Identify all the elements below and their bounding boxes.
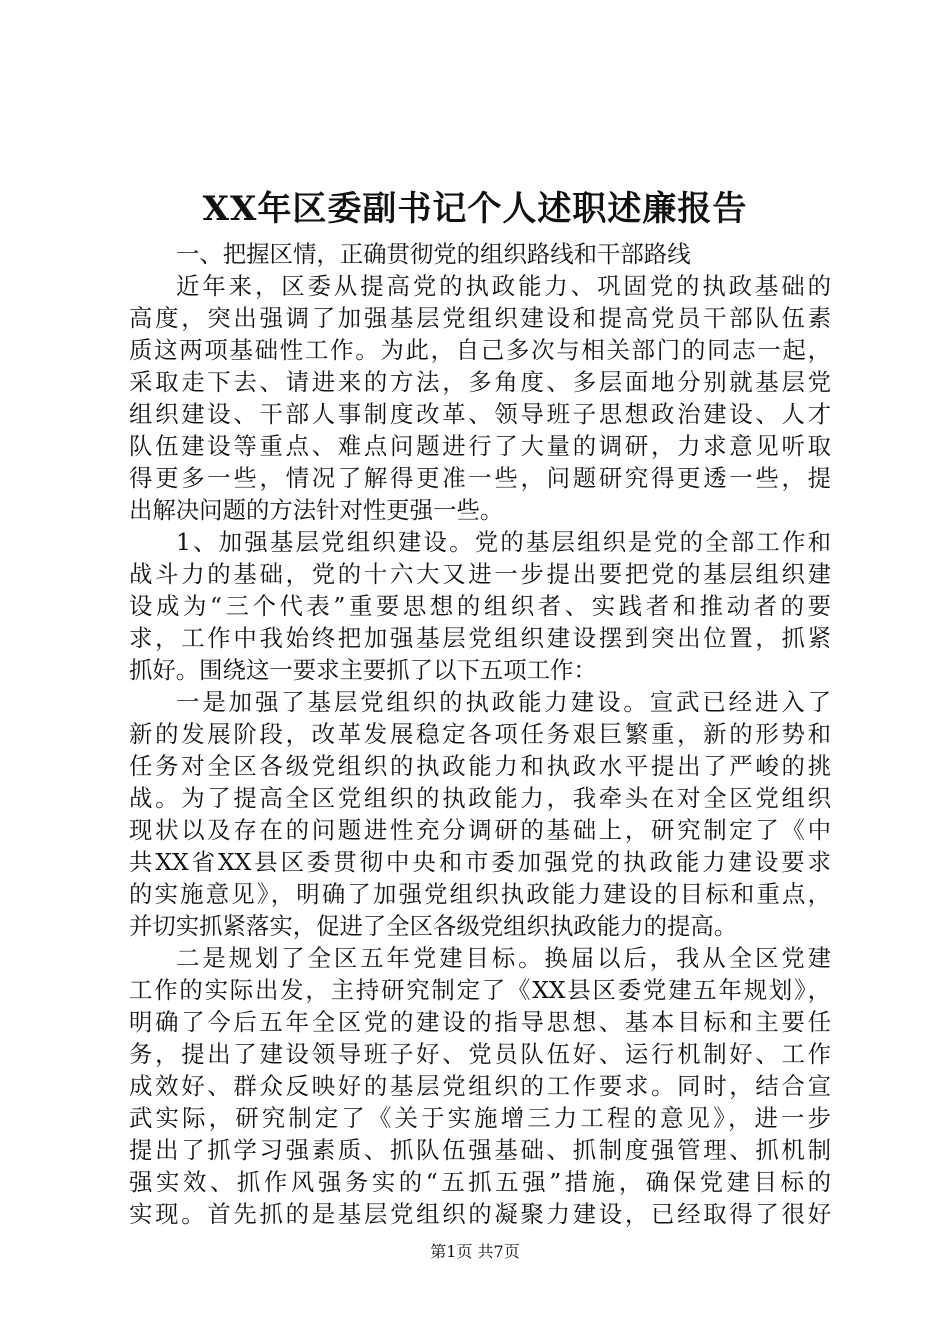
paragraph-line: 二是规划了全区五年党建目标。换届以后，我从全区党建: [176, 944, 831, 972]
paragraph-line: 1、加强基层党组织建设。党的基层组织是党的全部工作和: [176, 528, 831, 556]
section-heading: 一、把握区情，正确贯彻党的组织路线和干部路线: [176, 240, 691, 268]
paragraph-line: 采取走下去、请进来的方法，多角度、多层面地分别就基层党: [129, 368, 831, 396]
document-body: [129, 238, 831, 1230]
paragraph-line: 战。为了提高全区党组织的执政能力，我牵头在对全区党组织: [129, 784, 831, 812]
paragraph-line: 并切实抓紧落实，促进了全区各级党组织执政能力的提高。: [129, 912, 738, 940]
paragraph-line: 抓好。围绕这一要求主要抓了以下五项工作：: [129, 656, 597, 684]
paragraph-line: 设成为“三个代表”重要思想的组织者、实践者和推动者的要: [129, 592, 831, 620]
paragraph-line: 明确了今后五年全区党的建设的指导思想、基本目标和主要任: [129, 1008, 831, 1036]
paragraph-line: 出解决问题的方法针对性更强一些。: [129, 496, 504, 524]
paragraph-line: 现状以及存在的问题进性充分调研的基础上，研究制定了《中: [129, 816, 831, 844]
paragraph-line: 组织建设、干部人事制度改革、领导班子思想政治建设、人才: [129, 400, 831, 428]
paragraph-line: 的实施意见》，明确了加强党组织执政能力建设的目标和重点，: [129, 880, 831, 908]
paragraph-line: 一是加强了基层党组织的执政能力建设。宣武已经进入了: [176, 688, 831, 716]
document-title: XX年区委副书记个人述职述廉报告: [202, 189, 748, 229]
paragraph-line: 成效好、群众反映好的基层党组织的工作要求。同时，结合宣: [129, 1072, 831, 1100]
paragraph-line: 武实际，研究制定了《关于实施增三力工程的意见》，进一步: [129, 1104, 831, 1132]
paragraph-line: 共XX省XX县区委贯彻中央和市委加强党的执政能力建设要求: [129, 848, 831, 876]
paragraph-line: 务，提出了建设领导班子好、党员队伍好、运行机制好、工作: [129, 1040, 831, 1068]
paragraph-line: 高度，突出强调了加强基层党组织建设和提高党员干部队伍素: [129, 304, 831, 332]
paragraph-line: 质这两项基础性工作。为此，自己多次与相关部门的同志一起，: [129, 336, 831, 364]
page-number-footer: 第1页 共7页: [430, 1242, 520, 1261]
paragraph-line: 提出了抓学习强素质、抓队伍强基础、抓制度强管理、抓机制: [129, 1136, 831, 1164]
paragraph-line: 任务对全区各级党组织的执政能力和执政水平提出了严峻的挑: [129, 752, 831, 780]
paragraph-line: 强实效、抓作风强务实的“五抓五强”措施，确保党建目标的: [129, 1168, 831, 1196]
paragraph-line: 求，工作中我始终把加强基层党组织建设摆到突出位置，抓紧: [129, 624, 831, 652]
paragraph-line: 近年来，区委从提高党的执政能力、巩固党的执政基础的: [176, 272, 831, 300]
paragraph-line: 战斗力的基础，党的十六大又进一步提出要把党的基层组织建: [129, 560, 831, 588]
paragraph-line: 工作的实际出发，主持研究制定了《XX县区委党建五年规划》，: [129, 976, 831, 1004]
paragraph-line: 新的发展阶段，改革发展稳定各项任务艰巨繁重，新的形势和: [129, 720, 831, 748]
paragraph-line: 实现。首先抓的是基层党组织的凝聚力建设，已经取得了很好: [129, 1200, 831, 1228]
paragraph-line: 队伍建设等重点、难点问题进行了大量的调研，力求意见听取: [129, 432, 831, 460]
paragraph-line: 得更多一些，情况了解得更准一些，问题研究得更透一些，提: [129, 464, 831, 492]
